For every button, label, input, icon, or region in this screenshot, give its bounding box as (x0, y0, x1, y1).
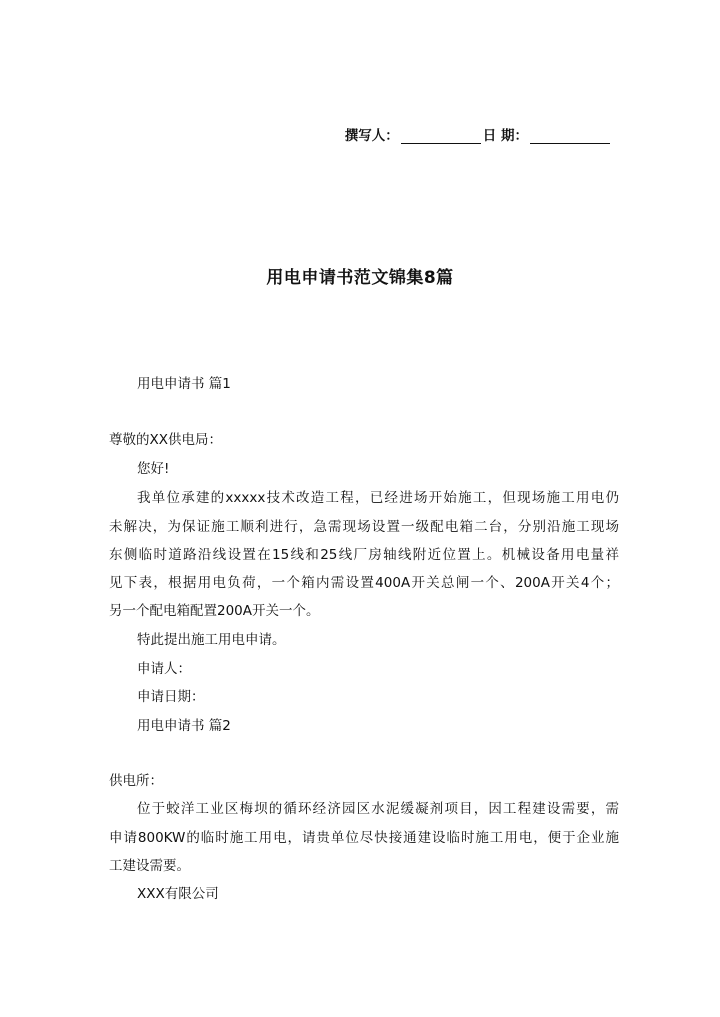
document-title: 用电申请书范文锦集8篇 (266, 268, 454, 288)
article2-company: XXX有限公司 (137, 886, 219, 902)
article1-body-line: 另一个配电箱配置200A开关一个。 (109, 603, 320, 619)
article1-greeting: 您好! (137, 461, 170, 477)
article2-body-line: 位于蛟洋工业区梅坝的循环经济园区水泥缓凝剂项目，因工程建设需要，需 (137, 801, 619, 817)
author-date-line (345, 124, 612, 144)
date-label: 日 期： (482, 128, 528, 144)
article1-body-line: 我单位承建的xxxxx技术改造工程，已经进场开始施工，但现场施工用电仍 (137, 490, 619, 506)
article1-applicant-label: 申请人： (137, 661, 191, 677)
article1-salutation: 尊敬的XX供电局： (109, 432, 222, 448)
author-blank (401, 129, 481, 144)
article1-date-label: 申请日期： (137, 689, 205, 705)
date-blank (530, 129, 610, 144)
article2-salutation: 供电所： (109, 773, 163, 789)
article2-body-line: 工建设需要。 (109, 858, 190, 874)
article2-body-line: 申请800KW的临时施工用电，请贵单位尽快接通建设临时施工用电，便于企业施 (109, 830, 619, 846)
author-label: 撰写人： (344, 128, 399, 144)
article2-heading: 用电申请书 篇2 (137, 718, 231, 734)
article1-closing: 特此提出施工用电申请。 (137, 632, 286, 648)
article1-body-line: 东侧临时道路沿线设置在15线和25线厂房轴线附近位置上。机械设备用电量祥 (109, 547, 619, 563)
article1-body-line: 未解决，为保证施工顺利进行，急需现场设置一级配电箱二台，分别沿施工现场 (109, 519, 619, 535)
article1-body-line: 见下表，根据用电负荷，一个箱内需设置400A开关总闸一个、200A开关4个； (109, 575, 619, 591)
article1-heading: 用电申请书 篇1 (137, 376, 231, 392)
